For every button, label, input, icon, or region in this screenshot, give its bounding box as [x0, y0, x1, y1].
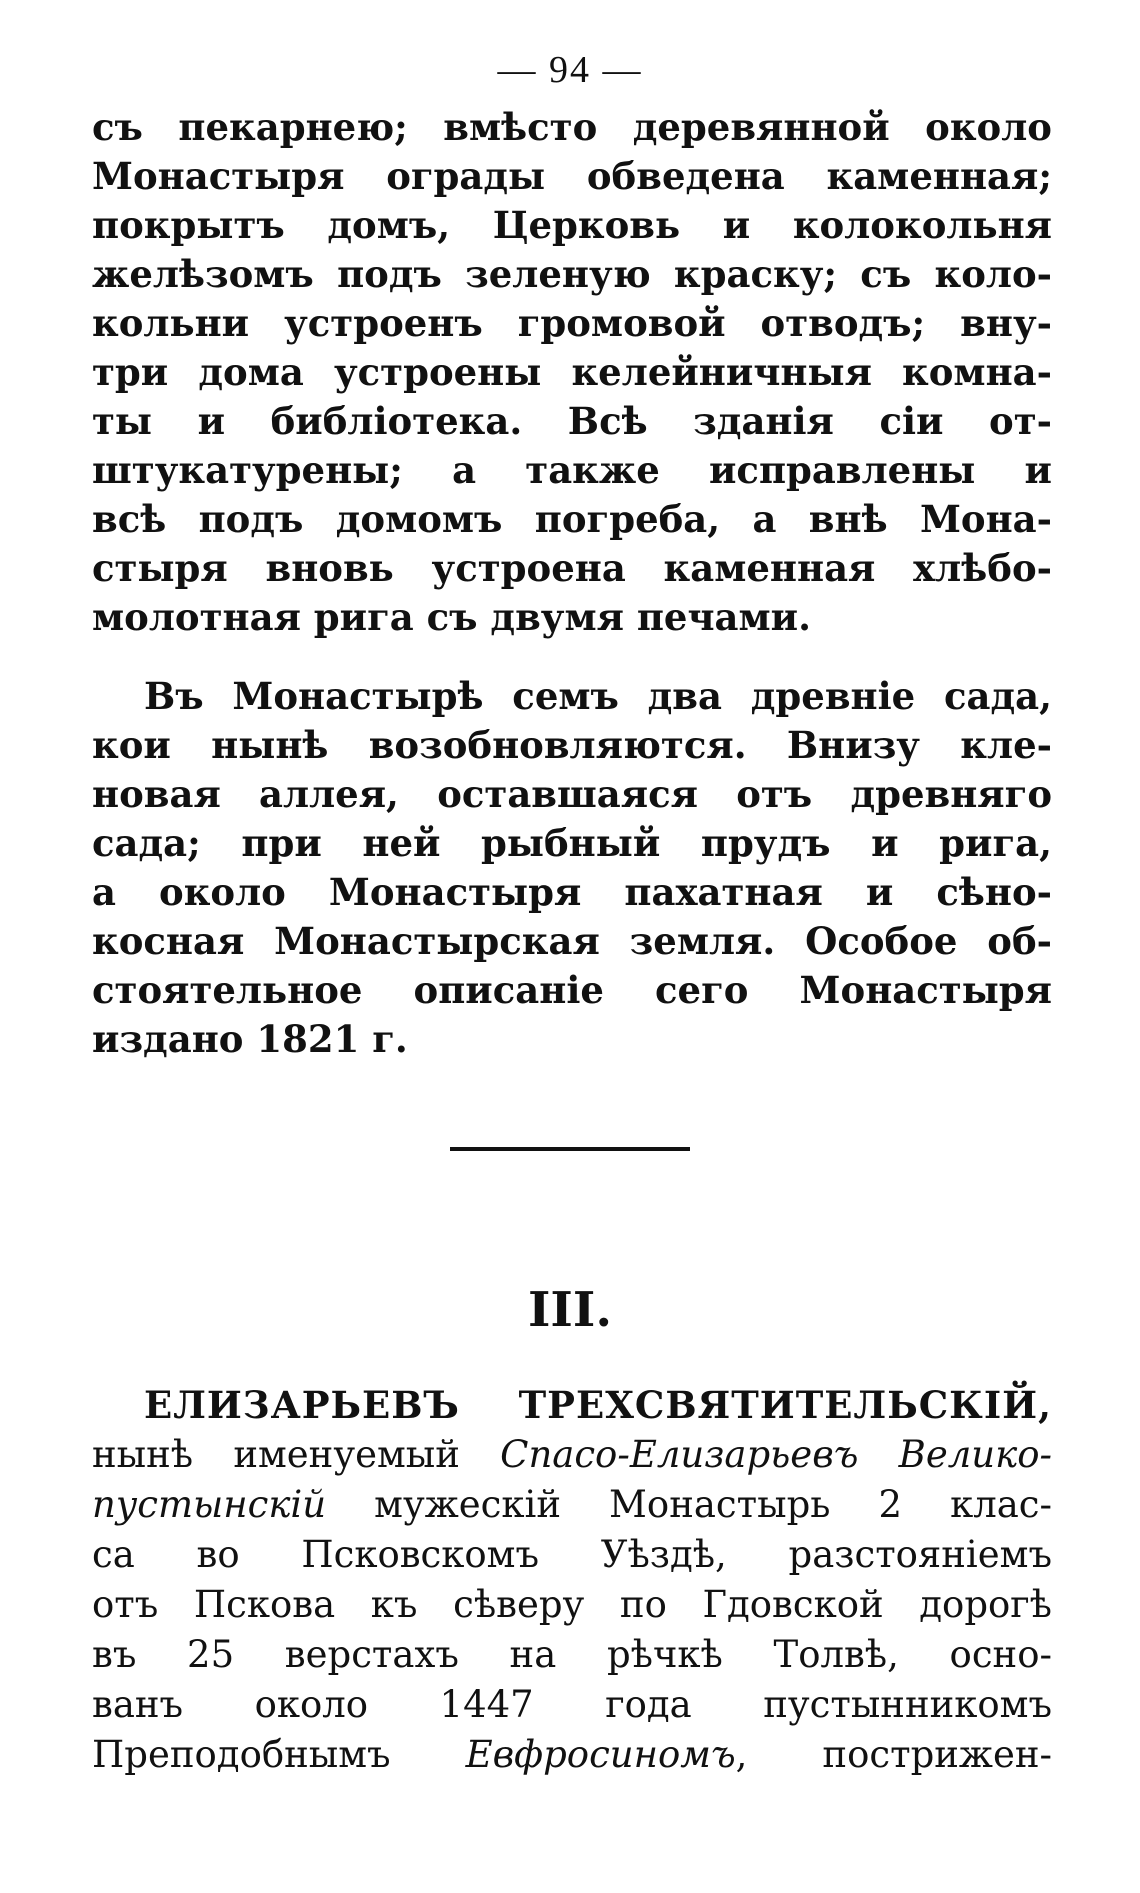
text-line: Въ Монастырѣ семъ два древніе сада, — [144, 674, 1052, 718]
text-line: три дома устроены келейничныя комна- — [92, 350, 1052, 394]
text-line — [92, 1730, 1052, 1780]
page-number: — 94 — — [497, 49, 643, 91]
text-line: косная Монастырская земля. Особое об- — [92, 919, 1052, 963]
paragraph-gardens — [92, 672, 1052, 1064]
text-line: въ 25 верстахъ на рѣчкѣ Толвѣ, осно- — [92, 1633, 1052, 1676]
text-line: желѣзомъ подъ зеленую краску; съ коло- — [92, 252, 1052, 296]
text-line: кои нынѣ возобновляются. Внизу кле- — [92, 723, 1052, 767]
text-line: отъ Пскова къ сѣверу по Гдовской дорогѣ — [92, 1583, 1052, 1626]
text-line: а около Монастыря пахатная и сѣно- — [92, 870, 1052, 914]
section-divider — [450, 1147, 690, 1151]
text-line: всѣ подъ домомъ погреба, а внѣ Мона- — [92, 497, 1052, 541]
text-line — [92, 1430, 1052, 1480]
italic-name: Спасо-Елизарьевъ Велико- — [500, 1433, 1052, 1476]
text-line: сада; при ней рыбный прудъ и рига, — [92, 821, 1052, 865]
text-line: ты и библіотека. Всѣ зданія сіи от- — [92, 399, 1052, 443]
text-run: Преподобнымъ — [92, 1733, 466, 1776]
text-run: нынѣ именуемый — [92, 1433, 501, 1476]
text-line: са во Псковскомъ Уѣздѣ, разстояніемъ — [92, 1533, 1052, 1576]
text-line: стоятельное описаніе сего Монастыря — [92, 968, 1052, 1012]
text-line: Монастыря ограды обведена каменная; — [92, 154, 1052, 198]
text-line: новая аллея, оставшаяся отъ древняго — [92, 772, 1052, 816]
text-line: штукатурены; а также исправлены и — [92, 448, 1052, 492]
section-body — [92, 1380, 1052, 1780]
text-run: , пострижен- — [735, 1733, 1052, 1776]
text-line: стыря вновь устроена каменная хлѣбо- — [92, 546, 1052, 590]
text-line: молотная рига съ двумя печами. — [92, 595, 811, 639]
text-line: издано 1821 г. — [92, 1017, 408, 1061]
text-line: кольни устроенъ громовой отводъ; вну- — [92, 301, 1052, 345]
text-line: съ пекарнею; вмѣсто деревянной около — [92, 105, 1052, 149]
section-heading: ЕЛИЗАРЬЕВЪ ТРЕХСВЯТИТЕЛЬСКІЙ, — [144, 1383, 1052, 1427]
text-line: покрытъ домъ, Церковь и колокольня — [92, 203, 1052, 247]
text-line — [92, 1480, 1052, 1530]
italic-name: Евфросиномъ — [465, 1733, 736, 1776]
section-numeral: III. — [527, 1282, 613, 1338]
text-line: ванъ около 1447 года пустынникомъ — [92, 1683, 1052, 1726]
paragraph-continued — [92, 103, 1052, 642]
italic-name: пустынскій — [92, 1483, 327, 1526]
text-run: мужескій Монастырь 2 клас- — [326, 1483, 1052, 1526]
